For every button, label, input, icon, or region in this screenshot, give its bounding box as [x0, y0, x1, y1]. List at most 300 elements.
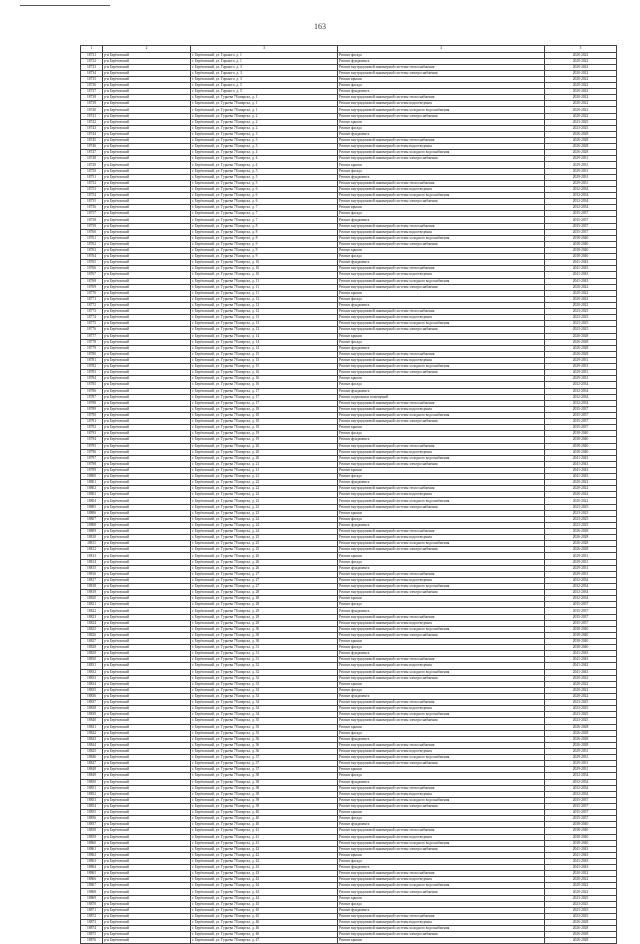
district-cell: р-н Берёзовский: [103, 412, 191, 418]
row-number-cell: 18755: [81, 199, 103, 205]
district-cell: р-н Берёзовский: [103, 620, 191, 626]
address-cell: г. Берёзовский, ул. Гурьева 78 квартал, д. 31: [191, 645, 338, 651]
row-number-cell: 18763: [81, 248, 103, 254]
district-cell: р-н Берёзовский: [103, 248, 191, 254]
row-number-cell: 18826: [81, 632, 103, 638]
address-cell: г. Берёзовский, ул. Гурьева 78 квартал, д. 25: [191, 547, 338, 553]
period-cell: 2020-2022: [545, 889, 617, 895]
district-cell: р-н Берёзовский: [103, 449, 191, 455]
work-type-cell: Ремонт фасада: [338, 211, 545, 217]
address-cell: г. Берёзовский, ул. Гурьева 78 квартал, д. 32: [191, 675, 338, 681]
row-number-cell: 18859: [81, 834, 103, 840]
period-cell: 2032-2034: [545, 785, 617, 791]
district-cell: р-н Берёзовский: [103, 840, 191, 846]
work-type-cell: Ремонт фундамента: [338, 822, 545, 828]
period-cell: 2035-2037: [545, 602, 617, 608]
row-number-cell: 18804: [81, 498, 103, 504]
period-cell: 2026-2028: [545, 144, 617, 150]
row-number-cell: 18850: [81, 779, 103, 785]
work-type-cell: Ремонт внутридомовой инженерной системы холодного водоснабжения: [338, 278, 545, 284]
address-cell: г. Берёзовский, ул. Гурьева 78 квартал, д. 37: [191, 755, 338, 761]
row-number-cell: 18806: [81, 510, 103, 516]
period-cell: 2035-2037: [545, 406, 617, 412]
address-cell: г. Берёзовский, ул. Гурьева 78 квартал, д. 45: [191, 907, 338, 913]
row-number-cell: 18779: [81, 345, 103, 351]
district-cell: р-н Берёзовский: [103, 229, 191, 235]
address-cell: г. Берёзовский, ул. Гурьева 78 квартал, д. 47: [191, 938, 338, 944]
period-cell: 2023-2025: [545, 516, 617, 522]
row-number-cell: 18858: [81, 828, 103, 834]
row-number-cell: 18784: [81, 376, 103, 382]
district-cell: р-н Берёзовский: [103, 779, 191, 785]
work-type-cell: Ремонт внутридомовой инженерной системы водоотведения: [338, 834, 545, 840]
work-type-cell: Ремонт крыши: [338, 290, 545, 296]
period-cell: 2020-2022: [545, 76, 617, 82]
row-number-cell: 18794: [81, 437, 103, 443]
address-cell: г. Берёзовский, ул. Гурьева 78 квартал, д. 24: [191, 529, 338, 535]
work-type-cell: Ремонт фундамента: [338, 217, 545, 223]
work-type-cell: Ремонт крыши: [338, 467, 545, 473]
row-number-cell: 18831: [81, 663, 103, 669]
row-number-cell: 18738: [81, 95, 103, 101]
period-cell: 2026-2028: [545, 333, 617, 339]
address-cell: г. Берёзовский, ул. Гурьева 78 квартал, д. 33: [191, 681, 338, 687]
row-number-cell: 18772: [81, 302, 103, 308]
address-cell: г. Берёзовский, ул. Гурьева 78 квартал, д. 7: [191, 205, 338, 211]
work-type-cell: Ремонт фундамента: [338, 693, 545, 699]
address-cell: г. Берёзовский, ул. Гурьева 78 квартал, д. 1: [191, 95, 338, 101]
district-cell: р-н Берёзовский: [103, 351, 191, 357]
period-cell: 2023-2025: [545, 907, 617, 913]
period-cell: 2035-2037: [545, 614, 617, 620]
address-cell: г. Берёзовский, ул. Гурьева 78 квартал, д. 43: [191, 871, 338, 877]
row-number-cell: 18820: [81, 596, 103, 602]
row-number-cell: 18838: [81, 706, 103, 712]
work-type-cell: Ремонт внутридомовой инженерной системы электроснабжения: [338, 199, 545, 205]
district-cell: р-н Берёзовский: [103, 345, 191, 351]
address-cell: г. Берёзовский, ул. Гурьева 78 квартал, д. 46: [191, 920, 338, 926]
row-number-cell: 18843: [81, 736, 103, 742]
district-cell: р-н Берёзовский: [103, 742, 191, 748]
district-cell: р-н Берёзовский: [103, 706, 191, 712]
district-cell: р-н Берёзовский: [103, 370, 191, 376]
period-cell: 2041-2043: [545, 467, 617, 473]
period-cell: 2035-2037: [545, 217, 617, 223]
work-type-cell: Ремонт крыши: [338, 938, 545, 944]
row-number-cell: 18744: [81, 131, 103, 137]
row-number-cell: 18867: [81, 883, 103, 889]
district-cell: р-н Берёзовский: [103, 162, 191, 168]
address-cell: г. Берёзовский, ул. Гурьева 78 квартал, д. 19: [191, 425, 338, 431]
period-cell: 2032-2034: [545, 199, 617, 205]
district-cell: р-н Берёзовский: [103, 394, 191, 400]
period-cell: 2020-2022: [545, 107, 617, 113]
row-number-cell: 18803: [81, 492, 103, 498]
row-number-cell: 18795: [81, 443, 103, 449]
address-cell: г. Берёзовский, ул. Гурьева 78 квартал, д. 38: [191, 785, 338, 791]
address-cell: г. Берёзовский, ул. Гурьева 78 квартал, д. 6: [191, 186, 338, 192]
address-cell: г. Берёзовский, ул. Горького, д. 3: [191, 76, 338, 82]
work-type-cell: Ремонт внутридомовой инженерной системы водоотведения: [338, 144, 545, 150]
district-cell: р-н Берёзовский: [103, 486, 191, 492]
work-type-cell: Ремонт внутридомовой инженерной системы теплоснабжения: [338, 785, 545, 791]
work-type-cell: Ремонт внутридомовой инженерной системы электроснабжения: [338, 889, 545, 895]
district-cell: р-н Берёзовский: [103, 437, 191, 443]
address-cell: г. Берёзовский, ул. Гурьева 78 квартал, д. 41: [191, 834, 338, 840]
column-header: 1: [81, 46, 103, 53]
district-cell: р-н Берёзовский: [103, 596, 191, 602]
row-number-cell: 18846: [81, 755, 103, 761]
address-cell: г. Берёзовский, ул. Гурьева 78 квартал, д. 25: [191, 535, 338, 541]
work-type-cell: Ремонт внутридомовой инженерной системы водоотведения: [338, 406, 545, 412]
work-type-cell: Ремонт внутридомовой инженерной системы холодного водоснабжения: [338, 364, 545, 370]
row-number-cell: 18848: [81, 767, 103, 773]
district-cell: р-н Берёзовский: [103, 651, 191, 657]
work-type-cell: Ремонт внутридомовой инженерной системы электроснабжения: [338, 156, 545, 162]
work-type-cell: Ремонт внутридомовой инженерной системы теплоснабжения: [338, 400, 545, 406]
address-cell: г. Берёзовский, ул. Гурьева 78 квартал, д. 21: [191, 467, 338, 473]
work-type-cell: Ремонт внутридомовой инженерной системы водоотведения: [338, 449, 545, 455]
work-type-cell: Ремонт фундамента: [338, 58, 545, 64]
period-cell: 2041-2043: [545, 852, 617, 858]
row-number-cell: 18754: [81, 193, 103, 199]
period-cell: 2026-2028: [545, 547, 617, 553]
address-cell: г. Берёзовский, ул. Гурьева 78 квартал, д. 35: [191, 724, 338, 730]
district-cell: р-н Берёзовский: [103, 474, 191, 480]
row-number-cell: 18739: [81, 101, 103, 107]
district-cell: р-н Берёзовский: [103, 877, 191, 883]
row-number-cell: 18786: [81, 388, 103, 394]
district-cell: р-н Берёзовский: [103, 101, 191, 107]
work-type-cell: Ремонт крыши: [338, 681, 545, 687]
district-cell: р-н Берёзовский: [103, 504, 191, 510]
district-cell: р-н Берёзовский: [103, 89, 191, 95]
district-cell: р-н Берёзовский: [103, 822, 191, 828]
period-cell: 2029-2031: [545, 364, 617, 370]
period-cell: 2032-2034: [545, 596, 617, 602]
row-number-cell: 18871: [81, 907, 103, 913]
work-type-cell: Ремонт внутридомовой инженерной системы электроснабжения: [338, 846, 545, 852]
work-type-cell: Ремонт фасада: [338, 602, 545, 608]
work-type-cell: Ремонт внутридомовой инженерной системы электроснабжения: [338, 70, 545, 76]
work-type-cell: Ремонт внутридомовой инженерной системы водоотведения: [338, 357, 545, 363]
row-number-cell: 18759: [81, 223, 103, 229]
period-cell: 2020-2022: [545, 681, 617, 687]
period-cell: 2020-2022: [545, 95, 617, 101]
period-cell: 2023-2025: [545, 712, 617, 718]
period-cell: 2020-2022: [545, 492, 617, 498]
row-number-cell: 18812: [81, 547, 103, 553]
row-number-cell: 18752: [81, 180, 103, 186]
work-type-cell: Ремонт внутридомовой инженерной системы холодного водоснабжения: [338, 584, 545, 590]
address-cell: г. Берёзовский, ул. Гурьева 78 квартал, д. 32: [191, 663, 338, 669]
district-cell: р-н Берёзовский: [103, 364, 191, 370]
address-cell: г. Берёзовский, ул. Гурьева 78 квартал, д. 3: [191, 138, 338, 144]
district-cell: р-н Берёзовский: [103, 590, 191, 596]
work-type-cell: Ремонт крыши: [338, 724, 545, 730]
row-number-cell: 18855: [81, 810, 103, 816]
address-cell: г. Берёзовский, ул. Гурьева 78 квартал, д. 2: [191, 113, 338, 119]
row-number-cell: 18824: [81, 620, 103, 626]
work-type-cell: Ремонт внутридомовой инженерной системы холодного водоснабжения: [338, 755, 545, 761]
district-cell: р-н Берёзовский: [103, 730, 191, 736]
period-cell: 2020-2022: [545, 296, 617, 302]
period-cell: 2032-2034: [545, 186, 617, 192]
district-cell: р-н Берёзовский: [103, 797, 191, 803]
work-type-cell: Ремонт внутридомовой инженерной системы холодного водоснабжения: [338, 541, 545, 547]
address-cell: г. Берёзовский, ул. Горького, д. 1: [191, 52, 338, 58]
row-number-cell: 18732: [81, 58, 103, 64]
work-type-cell: Ремонт фундамента: [338, 388, 545, 394]
row-number-cell: 18849: [81, 773, 103, 779]
work-type-cell: Ремонт внутридомовой инженерной системы теплоснабжения: [338, 571, 545, 577]
period-cell: 2020-2022: [545, 89, 617, 95]
work-type-cell: Ремонт внутридомовой инженерной системы теплоснабжения: [338, 828, 545, 834]
table-row: [81, 938, 617, 944]
address-cell: г. Берёзовский, ул. Гурьева 78 квартал, д. 41: [191, 828, 338, 834]
row-number-cell: 18832: [81, 669, 103, 675]
work-type-cell: Ремонт внутридомовой инженерной системы электроснабжения: [338, 370, 545, 376]
period-cell: 2026-2028: [545, 351, 617, 357]
period-cell: 2041-2043: [545, 865, 617, 871]
row-number-cell: 18757: [81, 211, 103, 217]
period-cell: 2038-2040: [545, 822, 617, 828]
period-cell: 2020-2022: [545, 486, 617, 492]
address-cell: г. Берёзовский, ул. Гурьева 78 квартал, д. 34: [191, 706, 338, 712]
address-cell: г. Берёзовский, ул. Гурьева 78 квартал, д. 36: [191, 736, 338, 742]
address-cell: г. Берёзовский, ул. Гурьева 78 квартал, д. 35: [191, 730, 338, 736]
address-cell: г. Берёзовский, ул. Гурьева 78 квартал, д. 6: [191, 199, 338, 205]
row-number-cell: 18869: [81, 895, 103, 901]
district-cell: р-н Берёзовский: [103, 608, 191, 614]
district-cell: р-н Берёзовский: [103, 217, 191, 223]
work-type-cell: Ремонт внутридомовой инженерной системы теплоснабжения: [338, 351, 545, 357]
address-cell: г. Берёзовский, ул. Гурьева 78 квартал, д. 10: [191, 272, 338, 278]
district-cell: р-н Берёзовский: [103, 205, 191, 211]
address-cell: г. Берёзовский, ул. Гурьева 78 квартал, д. 3: [191, 131, 338, 137]
row-number-cell: 18874: [81, 926, 103, 932]
period-cell: 2020-2022: [545, 480, 617, 486]
work-type-cell: Ремонт внутридомовой инженерной системы теплоснабжения: [338, 742, 545, 748]
work-type-cell: Ремонт крыши: [338, 376, 545, 382]
district-cell: р-н Берёзовский: [103, 516, 191, 522]
district-cell: р-н Берёзовский: [103, 852, 191, 858]
district-cell: р-н Берёзовский: [103, 376, 191, 382]
period-cell: 2035-2037: [545, 810, 617, 816]
row-number-cell: 18770: [81, 290, 103, 296]
address-cell: г. Берёзовский, ул. Гурьева 78 квартал, д. 25: [191, 541, 338, 547]
address-cell: г. Берёзовский, ул. Гурьева 78 квартал, д. 11: [191, 290, 338, 296]
work-type-cell: Ремонт внутридомовой инженерной системы холодного водоснабжения: [338, 455, 545, 461]
period-cell: 2041-2043: [545, 272, 617, 278]
period-cell: 2023-2025: [545, 913, 617, 919]
work-type-cell: Ремонт фундамента: [338, 736, 545, 742]
district-cell: р-н Берёзовский: [103, 455, 191, 461]
address-cell: г. Берёзовский, ул. Гурьева 78 квартал, д. 16: [191, 376, 338, 382]
row-number-cell: 18818: [81, 584, 103, 590]
period-cell: 2020-2022: [545, 290, 617, 296]
address-cell: г. Берёзовский, ул. Гурьева 78 квартал, д. 15: [191, 357, 338, 363]
address-cell: г. Берёзовский, ул. Гурьева 78 квартал, д. 29: [191, 608, 338, 614]
period-cell: 2020-2022: [545, 877, 617, 883]
period-cell: 2026-2028: [545, 138, 617, 144]
work-type-cell: Ремонт внутридомовой инженерной системы теплоснабжения: [338, 871, 545, 877]
row-number-cell: 18830: [81, 657, 103, 663]
work-type-cell: Ремонт внутридомовой инженерной системы водоотведения: [338, 748, 545, 754]
row-number-cell: 18760: [81, 229, 103, 235]
period-cell: 2020-2022: [545, 693, 617, 699]
period-cell: 2023-2025: [545, 522, 617, 528]
work-type-cell: Ремонт внутридомовой инженерной системы электроснабжения: [338, 327, 545, 333]
work-type-cell: Ремонт фасада: [338, 516, 545, 522]
period-cell: 2032-2034: [545, 400, 617, 406]
district-cell: р-н Берёзовский: [103, 406, 191, 412]
row-number-cell: 18773: [81, 309, 103, 315]
period-cell: 2032-2034: [545, 584, 617, 590]
address-cell: г. Берёзовский, ул. Гурьева 78 квартал, д. 46: [191, 926, 338, 932]
work-type-cell: Ремонт фундамента: [338, 131, 545, 137]
row-number-cell: 18865: [81, 871, 103, 877]
address-cell: г. Берёзовский, ул. Гурьева 78 квартал, д. 22: [191, 492, 338, 498]
district-cell: р-н Берёзовский: [103, 419, 191, 425]
district-cell: р-н Берёзовский: [103, 425, 191, 431]
district-cell: р-н Берёзовский: [103, 254, 191, 260]
row-number-cell: 18743: [81, 125, 103, 131]
period-cell: 2020-2022: [545, 83, 617, 89]
address-cell: г. Берёзовский, ул. Гурьева 78 квартал, д. 9: [191, 241, 338, 247]
row-number-cell: 18857: [81, 822, 103, 828]
address-cell: г. Берёзовский, ул. Гурьева 78 квартал, д. 38: [191, 779, 338, 785]
row-number-cell: 18761: [81, 235, 103, 241]
period-cell: 2023-2025: [545, 718, 617, 724]
address-cell: г. Берёзовский, ул. Гурьева 78 квартал, д. 18: [191, 406, 338, 412]
work-type-cell: Ремонт внутридомовой инженерной системы водоотведения: [338, 101, 545, 107]
address-cell: г. Берёзовский, ул. Гурьева 78 квартал, д. 23: [191, 504, 338, 510]
period-cell: 2029-2031: [545, 370, 617, 376]
work-type-cell: Ремонт фасада: [338, 901, 545, 907]
work-type-cell: Ремонт внутридомовой инженерной системы холодного водоснабжения: [338, 926, 545, 932]
work-type-cell: Ремонт внутридомовой инженерной системы электроснабжения: [338, 284, 545, 290]
period-cell: 2032-2034: [545, 382, 617, 388]
district-cell: р-н Берёзовский: [103, 645, 191, 651]
period-cell: 2026-2028: [545, 920, 617, 926]
row-number-cell: 18872: [81, 913, 103, 919]
address-cell: г. Берёзовский, ул. Гурьева 78 квартал, д. 40: [191, 816, 338, 822]
address-cell: г. Берёзовский, ул. Гурьева 78 квартал, д. 45: [191, 913, 338, 919]
address-cell: г. Берёзовский, ул. Гурьева 78 квартал, д. 23: [191, 510, 338, 516]
district-cell: р-н Берёзовский: [103, 309, 191, 315]
row-number-cell: 18781: [81, 357, 103, 363]
district-cell: р-н Берёзовский: [103, 724, 191, 730]
address-cell: г. Берёзовский, ул. Гурьева 78 квартал, д. 26: [191, 559, 338, 565]
work-type-cell: Ремонт фасада: [338, 773, 545, 779]
work-type-cell: Ремонт внутридомовой инженерной системы теплоснабжения: [338, 180, 545, 186]
work-type-cell: Ремонт фундамента: [338, 345, 545, 351]
work-type-cell: Ремонт крыши: [338, 639, 545, 645]
district-cell: р-н Берёзовский: [103, 278, 191, 284]
work-type-cell: Ремонт внутридомовой инженерной системы теплоснабжения: [338, 223, 545, 229]
work-type-cell: Ремонт фундамента: [338, 865, 545, 871]
address-cell: г. Берёзовский, ул. Горького, д. 1: [191, 58, 338, 64]
district-cell: р-н Берёзовский: [103, 889, 191, 895]
row-number-cell: 18798: [81, 461, 103, 467]
period-cell: 2026-2028: [545, 339, 617, 345]
address-cell: г. Берёзовский, ул. Гурьева 78 квартал, д. 5: [191, 174, 338, 180]
district-cell: р-н Берёзовский: [103, 284, 191, 290]
district-cell: р-н Берёзовский: [103, 461, 191, 467]
district-cell: р-н Берёзовский: [103, 718, 191, 724]
period-cell: 2038-2040: [545, 437, 617, 443]
district-cell: р-н Берёзовский: [103, 52, 191, 58]
work-type-cell: Ремонт внутридомовой инженерной системы электроснабжения: [338, 547, 545, 553]
district-cell: р-н Берёзовский: [103, 339, 191, 345]
work-type-cell: Ремонт внутридомовой инженерной системы теплоснабжения: [338, 266, 545, 272]
period-cell: 2020-2022: [545, 883, 617, 889]
district-cell: р-н Берёзовский: [103, 767, 191, 773]
district-cell: р-н Берёзовский: [103, 510, 191, 516]
period-cell: 2041-2043: [545, 651, 617, 657]
row-number-cell: 18875: [81, 932, 103, 938]
row-number-cell: 18734: [81, 70, 103, 76]
address-cell: г. Берёзовский, ул. Гурьева 78 квартал, д. 45: [191, 901, 338, 907]
district-cell: р-н Берёзовский: [103, 748, 191, 754]
district-cell: р-н Берёзовский: [103, 150, 191, 156]
period-cell: 2020-2022: [545, 871, 617, 877]
work-type-cell: Ремонт внутридомовой инженерной системы электроснабжения: [338, 932, 545, 938]
address-cell: г. Берёзовский, ул. Гурьева 78 квартал, д. 43: [191, 865, 338, 871]
period-cell: 2032-2034: [545, 779, 617, 785]
row-number-cell: 18785: [81, 382, 103, 388]
row-number-cell: 18796: [81, 449, 103, 455]
period-cell: 2023-2025: [545, 706, 617, 712]
row-number-cell: 18799: [81, 467, 103, 473]
address-cell: г. Берёзовский, ул. Гурьева 78 квартал, д. 42: [191, 852, 338, 858]
work-type-cell: Ремонт фасада: [338, 254, 545, 260]
district-cell: р-н Берёзовский: [103, 168, 191, 174]
row-number-cell: 18735: [81, 76, 103, 82]
work-type-cell: Ремонт внутридомовой инженерной системы водоотведения: [338, 920, 545, 926]
period-cell: 2041-2043: [545, 461, 617, 467]
work-type-cell: Ремонт внутридомовой инженерной системы электроснабжения: [338, 504, 545, 510]
address-cell: г. Берёзовский, ул. Гурьева 78 квартал, д. 33: [191, 687, 338, 693]
work-type-cell: Ремонт фасада: [338, 125, 545, 131]
period-cell: 2029-2031: [545, 357, 617, 363]
address-cell: г. Берёзовский, ул. Гурьева 78 квартал, д. 43: [191, 877, 338, 883]
district-cell: р-н Берёзовский: [103, 119, 191, 125]
work-type-cell: Ремонт внутридомовой инженерной системы холодного водоснабжения: [338, 626, 545, 632]
address-cell: г. Берёзовский, ул. Гурьева 78 квартал, д. 4: [191, 156, 338, 162]
period-cell: 2032-2034: [545, 205, 617, 211]
work-type-cell: Ремонт внутридомовой инженерной системы теплоснабжения: [338, 64, 545, 70]
district-cell: р-н Берёзовский: [103, 131, 191, 137]
address-cell: г. Берёзовский, ул. Гурьева 78 квартал, д. 28: [191, 596, 338, 602]
district-cell: р-н Берёзовский: [103, 803, 191, 809]
address-cell: г. Берёзовский, ул. Гурьева 78 квартал, д. 7: [191, 217, 338, 223]
work-type-cell: Ремонт внутридомовой инженерной системы теплоснабжения: [338, 309, 545, 315]
row-number-cell: 18809: [81, 529, 103, 535]
period-cell: 2029-2031: [545, 180, 617, 186]
period-cell: 2038-2040: [545, 828, 617, 834]
address-cell: г. Берёзовский, ул. Гурьева 78 квартал, д. 5: [191, 180, 338, 186]
address-cell: г. Берёзовский, ул. Гурьева 78 квартал, д. 44: [191, 883, 338, 889]
address-cell: г. Берёзовский, ул. Гурьева 78 квартал, д. 17: [191, 400, 338, 406]
work-type-cell: Ремонт внутридомовой инженерной системы теплоснабжения: [338, 443, 545, 449]
work-type-cell: Ремонт внутридомовой инженерной системы холодного водоснабжения: [338, 193, 545, 199]
work-type-cell: Ремонт фундамента: [338, 174, 545, 180]
period-cell: 2038-2040: [545, 626, 617, 632]
row-number-cell: 18847: [81, 761, 103, 767]
address-cell: г. Берёзовский, ул. Гурьева 78 квартал, д. 2: [191, 125, 338, 131]
